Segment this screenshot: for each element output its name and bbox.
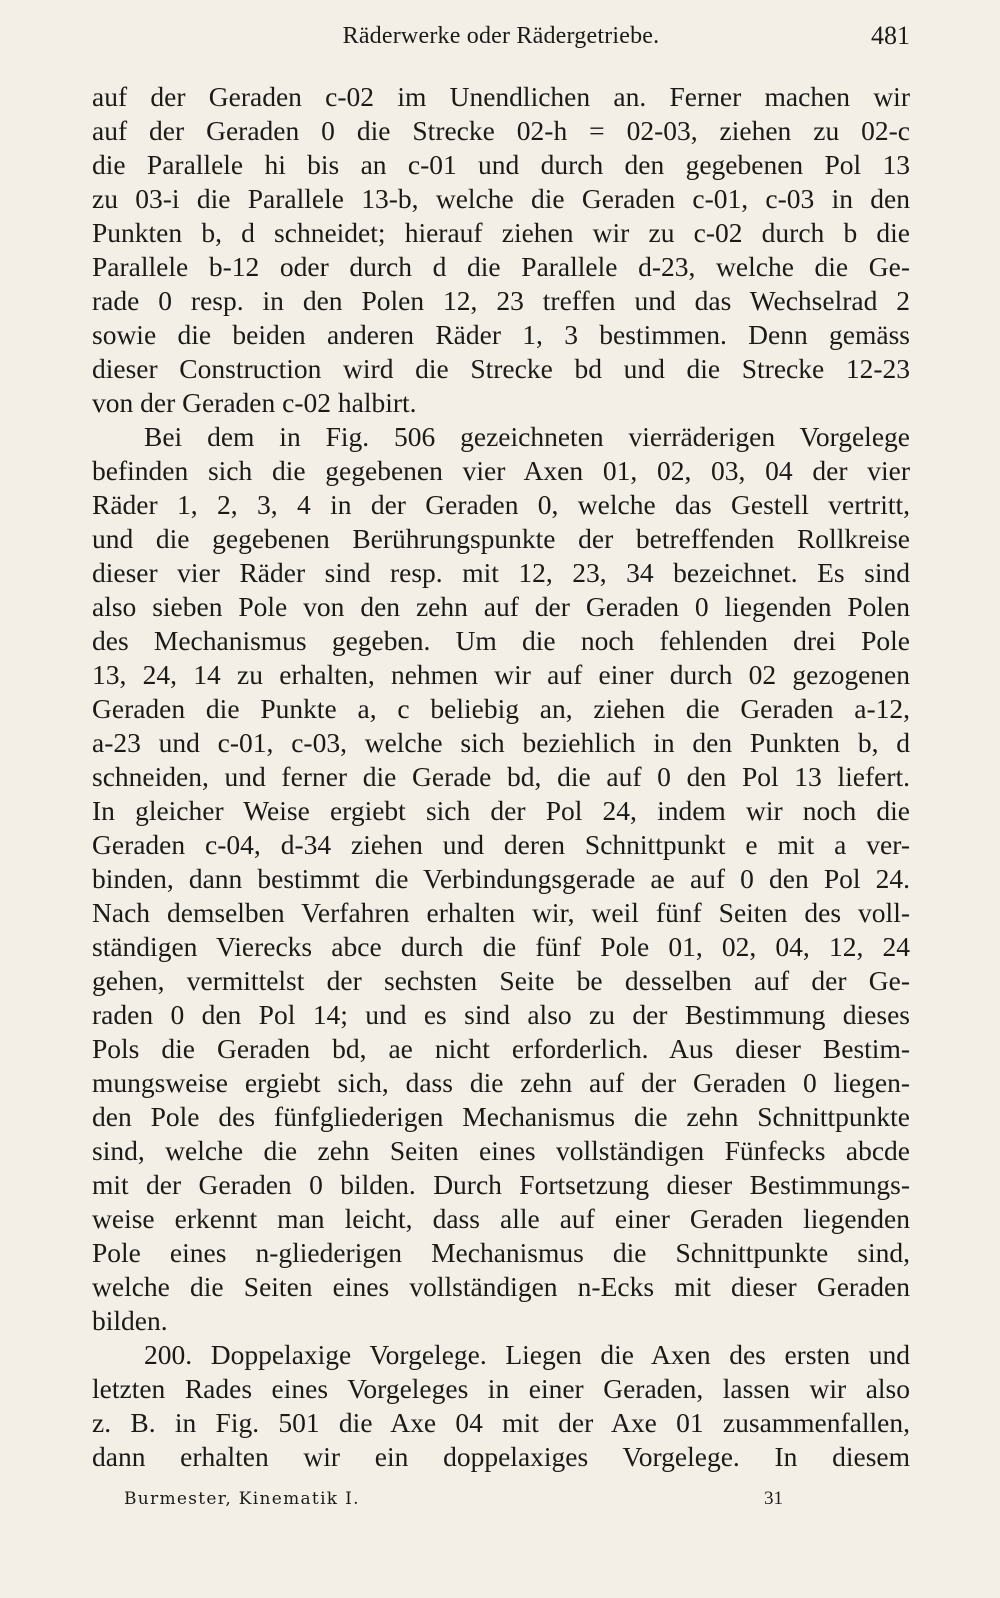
running-head [92, 18, 910, 54]
text-line: Parallele b-12 oder durch d die Parallele d-23, welche die Ge- [92, 251, 910, 282]
section-heading-line: 200. Doppelaxige Vorgelege. Liegen die Axen des ersten und [144, 1339, 910, 1370]
text-line: dann erhalten wir ein doppelaxiges Vorgelege. In diesem [92, 1441, 910, 1472]
text-line: a-23 und c-01, c-03, welche sich beziehlich in den Punkten b, d [92, 727, 910, 758]
page-number: 481 [871, 21, 910, 50]
text-line: und die gegebenen Berührungspunkte der betreffenden Rollkreise [92, 523, 910, 554]
text-line: sowie die beiden anderen Räder 1, 3 bestimmen. Denn gemäss [92, 319, 910, 350]
text-line: Pole eines n-gliederigen Mechanismus die Schnittpunkte sind, [92, 1237, 910, 1268]
text-line: mit der Geraden 0 bilden. Durch Fortsetzung dieser Bestimmungs- [92, 1169, 910, 1200]
text-line: 13, 24, 14 zu erhalten, nehmen wir auf einer durch 02 gezogenen [92, 659, 910, 690]
text-line: rade 0 resp. in den Polen 12, 23 treffen und das Wechselrad 2 [92, 285, 910, 316]
text-line: Punkten b, d schneidet; hierauf ziehen wir zu c-02 durch b die [92, 217, 910, 248]
text-line: Geraden die Punkte a, c beliebig an, ziehen die Geraden a-12, [92, 693, 910, 724]
text-line: gehen, vermittelst der sechsten Seite be desselben auf der Ge- [92, 965, 910, 996]
text-line: Nach demselben Verfahren erhalten wir, weil fünf Seiten des voll- [92, 897, 910, 928]
text-line: die Parallele hi bis an c-01 und durch den gegebenen Pol 13 [92, 149, 910, 180]
printer-signature: Burmester, Kinematik I. [124, 1489, 360, 1509]
page-footer [124, 1484, 784, 1514]
text-line: Räder 1, 2, 3, 4 in der Geraden 0, welche das Gestell vertritt, [92, 489, 910, 520]
text-line: Geraden c-04, d-34 ziehen und deren Schnittpunkt e mit a ver- [92, 829, 910, 860]
text-line: schneiden, und ferner die Gerade bd, die auf 0 den Pol 13 liefert. [92, 761, 910, 792]
text-line: ständigen Vierecks abce durch die fünf Pole 01, 02, 04, 12, 24 [92, 931, 910, 962]
text-line: auf der Geraden c-02 im Unendlichen an. Ferner machen wir [92, 81, 910, 112]
text-line: welche die Seiten eines vollständigen n-Ecks mit dieser Geraden [92, 1271, 910, 1302]
text-line: den Pole des fünfgliederigen Mechanismus die zehn Schnittpunkte [92, 1101, 910, 1132]
text-line: z. B. in Fig. 501 die Axe 04 mit der Axe 01 zusammenfallen, [92, 1407, 910, 1438]
text-line: des Mechanismus gegeben. Um die noch fehlenden drei Pole [92, 625, 910, 656]
text-line: mungsweise ergiebt sich, dass die zehn auf der Geraden 0 liegen- [92, 1067, 910, 1098]
text-line: dieser vier Räder sind resp. mit 12, 23, 34 bezeichnet. Es sind [92, 557, 910, 588]
text-line: Pols die Geraden bd, ae nicht erforderlich. Aus dieser Bestim- [92, 1033, 910, 1064]
text-line: bilden. [92, 1305, 168, 1336]
text-line: letzten Rades eines Vorgeleges in einer Geraden, lassen wir also [92, 1373, 910, 1404]
text-line: auf der Geraden 0 die Strecke 02-h = 02-03, ziehen zu 02-c [92, 115, 910, 146]
body-text [92, 80, 910, 1474]
text-line: binden, dann bestimmt die Verbindungsgerade ae auf 0 den Pol 24. [92, 863, 910, 894]
sheet-number: 31 [764, 1488, 783, 1509]
text-line: befinden sich die gegebenen vier Axen 01, 02, 03, 04 der vier [92, 455, 910, 486]
text-line: also sieben Pole von den zehn auf der Geraden 0 liegenden Polen [92, 591, 910, 622]
text-line: sind, welche die zehn Seiten eines vollständigen Fünfecks abcde [92, 1135, 910, 1166]
text-line: raden 0 den Pol 14; und es sind also zu der Bestimmung dieses [92, 999, 910, 1030]
running-title: Räderwerke oder Rädergetriebe. [342, 23, 660, 49]
text-line: In gleicher Weise ergiebt sich der Pol 24, indem wir noch die [92, 795, 910, 826]
text-line: dieser Construction wird die Strecke bd und die Strecke 12-23 [92, 353, 910, 384]
text-line: zu 03-i die Parallele 13-b, welche die Geraden c-01, c-03 in den [92, 183, 910, 214]
paragraph-start-line: Bei dem in Fig. 506 gezeichneten vierräderigen Vorgelege [144, 421, 910, 452]
text-line: weise erkennt man leicht, dass alle auf einer Geraden liegenden [92, 1203, 910, 1234]
text-line: von der Geraden c-02 halbirt. [92, 387, 417, 418]
